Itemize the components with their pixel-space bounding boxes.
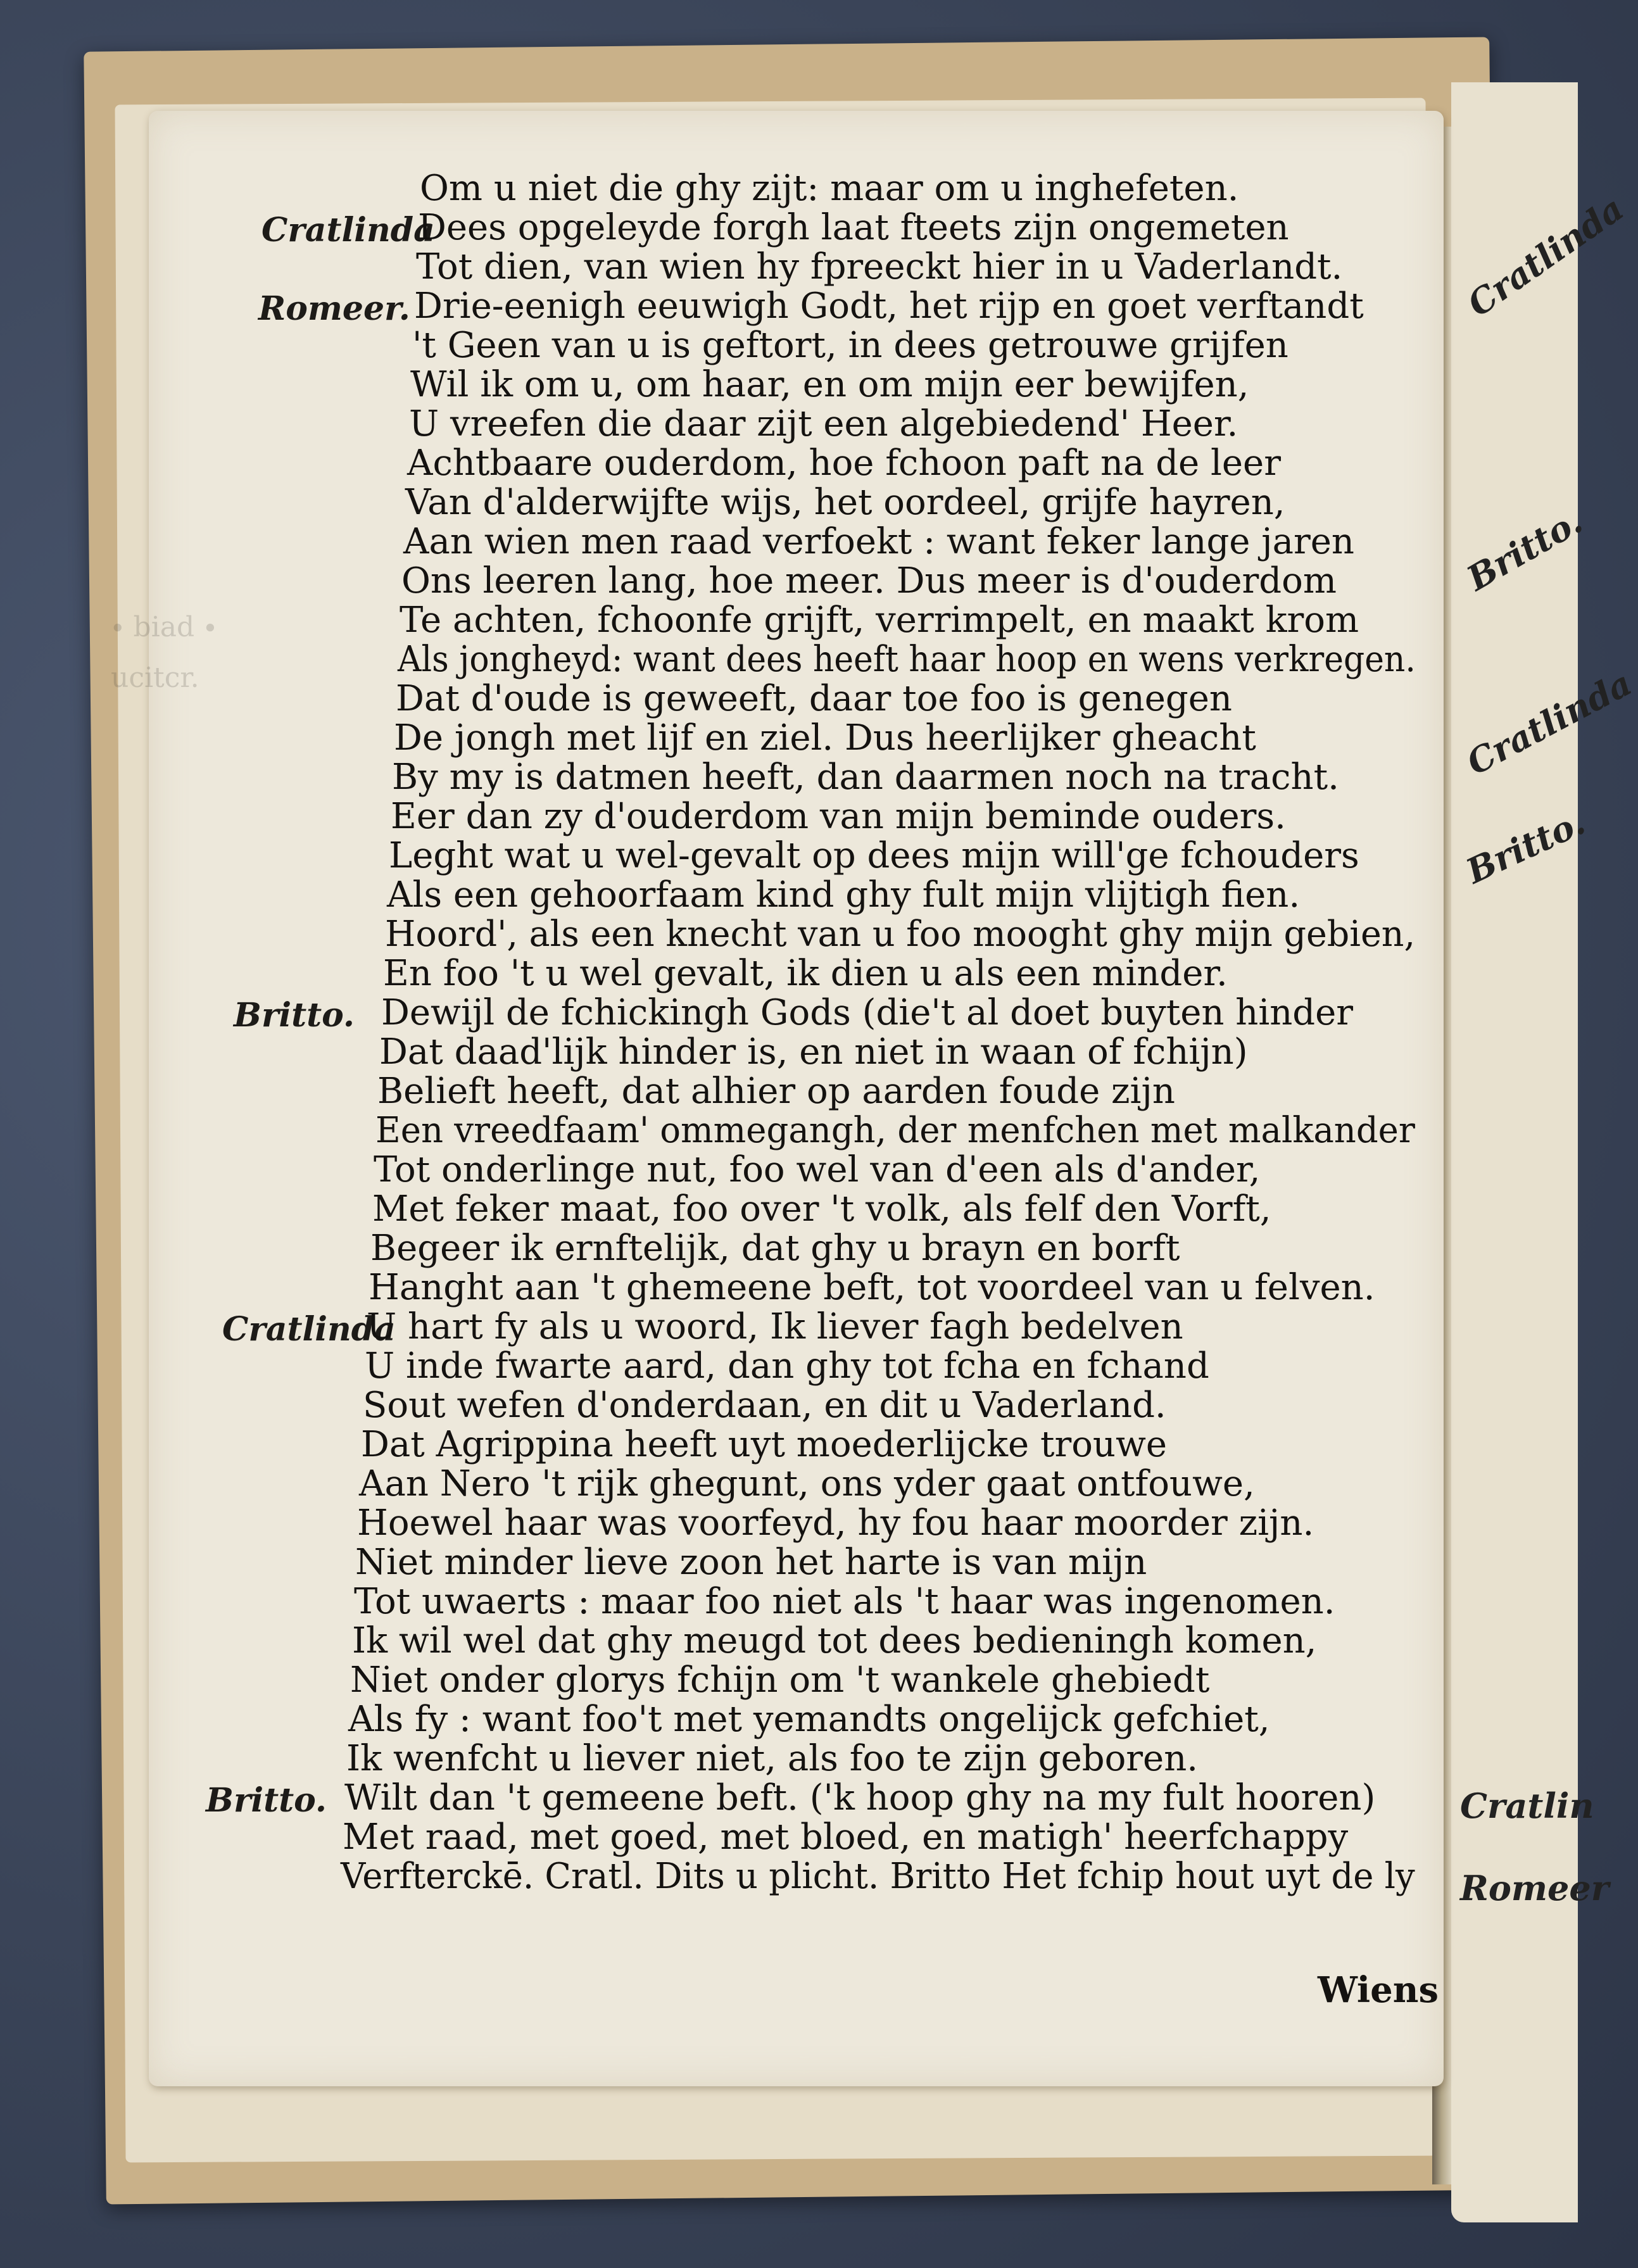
verse-text: Achtbaare ouderdom, hoe fchoon paft na de leer [407,443,1281,484]
verse-text: De jongh met lijf en ziel. Dus heerlijker gheacht [394,717,1256,759]
facing-speaker: Britto. [1460,802,1591,892]
verse-text: Niet onder glorys fchijn om 't wankele ghebiedt [350,1660,1210,1701]
verse-text: Belieft heeft, dat alhier op aarden foude zijn [377,1071,1175,1112]
facing-speaker: Romeer [1460,1868,1610,1908]
verse-text: Een vreedfaam' ommegangh, der menfchen met malkander [375,1110,1415,1151]
speaker-name: Romeer. [258,289,410,328]
verse-text: Dewijl de fchickingh Gods (die't al doet buyten hinder [381,992,1354,1033]
verse-text: U inde fwarte aard, dan ghy tot fcha en fchand [365,1345,1209,1387]
verse-text: Hanght aan 't ghemeene beft, tot voordeel van u felven. [369,1267,1375,1308]
verse-text: Als fy : want foo't met yemandts ongelijck gefchiet, [348,1699,1270,1740]
verse-text: Met feker maat, foo over 't volk, als felf den Vorft, [372,1188,1271,1230]
verse-text: Verfterckē. Cratl. Dits u plicht. Britto Het fchip hout uyt de ly [341,1856,1415,1897]
verse-text: Dat d'oude is geweeft, daar toe foo is genegen [396,678,1232,719]
speaker-name: Britto. [234,996,355,1035]
verse-text: Met raad, met goed, met bloed, en matigh' heerfchappy [343,1817,1349,1858]
speaker-name: Britto. [206,1781,327,1820]
show-through-text: ∙ biad ∙ [111,611,217,643]
verse-text: Sout wefen d'onderdaan, en dit u Vaderland. [363,1385,1166,1426]
verse-text: Als een gehoorfaam kind ghy fult mijn vlijtigh fien. [387,874,1301,916]
verse-text: Drie-eenigh eeuwigh Godt, het rijp en goet verftandt [414,286,1364,327]
catchword: Wiens [1317,1969,1439,2011]
verse-text: Wilt dan 't gemeene beft. ('k hoop ghy na my fult hooren) [344,1777,1376,1818]
verse-text: Aan Nero 't rijk ghegunt, ons yder gaat ontfouwe, [359,1463,1255,1504]
verse-text: Ik wenfcht u liever niet, als foo te zijn geboren. [346,1738,1199,1779]
show-through-text: ucitcr. [111,662,199,694]
verse-text: Ik wil wel dat ghy meugd tot dees bedieningh komen, [352,1620,1317,1661]
book-page [111,111,1444,2086]
facing-speaker: Cratlin [1460,1786,1594,1826]
verse-text: Tot uwaerts : maar foo niet als 't haar was ingenomen. [354,1581,1335,1622]
verse-text: Eer dan zy d'ouderdom van mijn beminde ouders. [391,796,1286,837]
verse-text: U hart fy als u woord, Ik liever fagh bedelven [367,1306,1183,1347]
verse-text: 't Geen van u is geftort, in dees getrouwe grijfen [412,325,1288,366]
verse-text: En foo 't u wel gevalt, ik dien u als een minder. [383,953,1228,994]
verse-text: Tot dien, van wien hy fpreeckt hier in u Vaderlandt. [416,246,1343,287]
verse-text: Te achten, fchoonfe grijft, verrimpelt, en maakt krom [400,600,1359,641]
verse-text: Aan wien men raad verfoekt : want feker lange jaren [403,521,1354,562]
verse-text: Ons leeren lang, hoe meer. Dus meer is d'ouderdom [401,560,1337,602]
speaker-name: Cratlinda [222,1310,396,1349]
verse-text: Leght wat u wel-gevalt op dees mijn will'ge fchouders [389,835,1359,876]
verse-text: Hoewel haar was voorfeyd, hy fou haar moorder zijn. [357,1503,1314,1544]
verse-text: Om u niet die ghy zijt: maar om u inghefeten. [420,168,1239,209]
verse-text: By my is datmen heeft, dan daarmen noch na tracht. [392,757,1339,798]
verse-text: Als jongheyd: want dees heeft haar hoop en wens verkregen. [398,639,1416,680]
verse-text: Van d'alderwijfte wijs, het oordeel, grijfe hayren, [405,482,1285,523]
verse-text: Niet minder lieve zoon het harte is van mijn [355,1542,1147,1583]
facing-speaker: Cratlinda [1460,662,1638,783]
verse-text: Dat daad'lijk hinder is, en niet in waan of fchijn) [379,1031,1248,1073]
verse-text: Hoord', als een knecht van u foo mooght ghy mijn gebien, [385,914,1416,955]
speaker-name: Cratlinda [261,211,435,249]
verse-text: Wil ik om u, om haar, en om mijn eer bewijfen, [410,364,1249,405]
verse-text: Begeer ik ernftelijk, dat ghy u brayn en borft [370,1228,1180,1269]
verse-text: Tot onderlinge nut, foo wel van d'een als d'ander, [374,1149,1261,1190]
verse-text: Dees opgeleyde forgh laat fteets zijn ongemeten [418,207,1289,248]
verse-text: Dat Agrippina heeft uyt moederlijcke trouwe [361,1424,1168,1465]
facing-speaker: Britto. [1460,500,1589,599]
verse-text: U vreefen die daar zijt een algebiedend' Heer. [409,403,1238,444]
facing-speaker: Cratlinda [1460,187,1631,325]
facing-page [1451,82,1638,2222]
